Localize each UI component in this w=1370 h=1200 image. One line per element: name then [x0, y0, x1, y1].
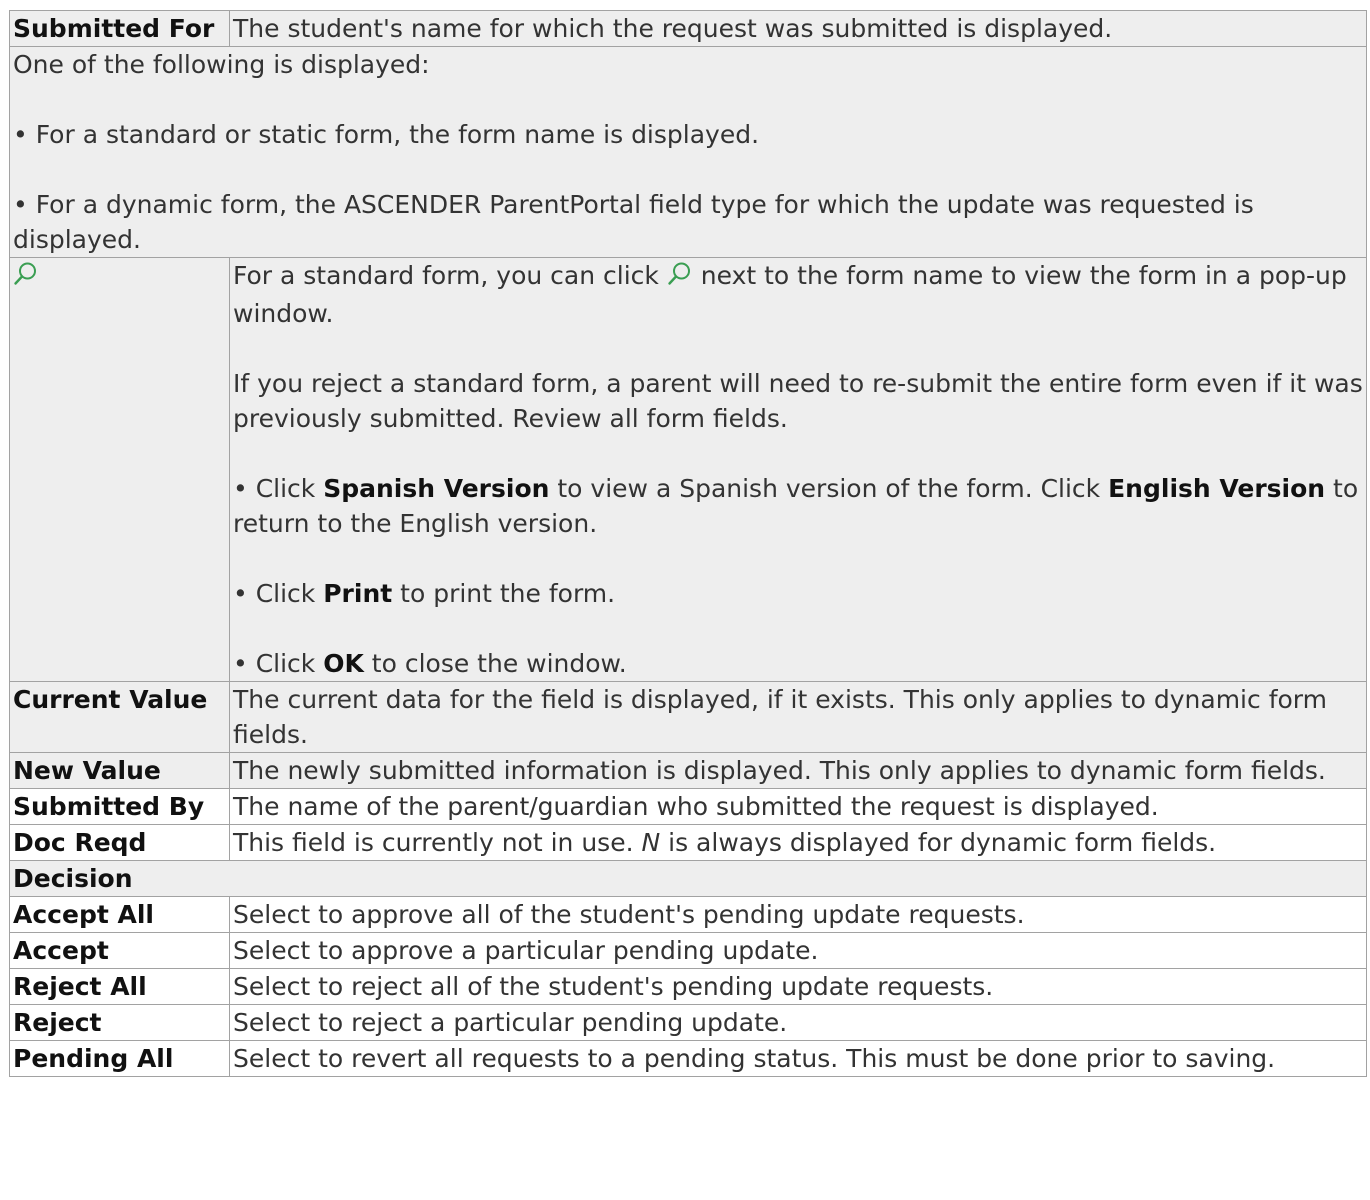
row-new-value: [10, 753, 1367, 789]
row-current-value: [10, 682, 1367, 753]
row-view-icon: [10, 258, 1367, 682]
desc-submitted-for: The student's name for which the request was submitted is displayed.: [230, 11, 1367, 47]
desc-reject: Select to reject a particular pending update.: [230, 1005, 1367, 1041]
desc-submitted-by: The name of the parent/guardian who submitted the request is displayed.: [230, 789, 1367, 825]
form-bullet-standard: • For a standard or static form, the form name is displayed.: [13, 120, 760, 149]
row-accept-all: [10, 897, 1367, 933]
label-pending-all: Pending All: [10, 1041, 230, 1077]
row-accept: [10, 933, 1367, 969]
row-pending-all: [10, 1041, 1367, 1077]
row-submitted-by: [10, 789, 1367, 825]
label-reject: Reject: [10, 1005, 230, 1041]
row-decision: [10, 861, 1367, 897]
row-reject-all: [10, 969, 1367, 1005]
label-new-value: New Value: [10, 753, 230, 789]
label-accept-all: Accept All: [10, 897, 230, 933]
desc-form: [10, 47, 1367, 258]
field-description-table: [9, 10, 1367, 1077]
row-submitted-for: [10, 11, 1367, 47]
view-icon-para-spanish: • Click Spanish Version to view a Spanish version of the form. Click English Version to return to the English version.: [233, 474, 1359, 538]
label-accept: Accept: [10, 933, 230, 969]
magnifier-icon: [13, 261, 39, 296]
row-form-description: [10, 47, 1367, 258]
form-bullet-dynamic: • For a dynamic form, the ASCENDER ParentPortal field type for which the update was requested is displayed.: [13, 190, 1254, 254]
view-icon-para-print: • Click Print to print the form.: [233, 579, 616, 608]
desc-pending-all: Select to revert all requests to a pending status. This must be done prior to saving.: [230, 1041, 1367, 1077]
desc-accept-all: Select to approve all of the student's pending update requests.: [230, 897, 1367, 933]
desc-doc-reqd: This field is currently not in use. N is always displayed for dynamic form fields.: [230, 825, 1367, 861]
desc-current-value: The current data for the field is displayed, if it exists. This only applies to dynamic form fields.: [230, 682, 1367, 753]
row-reject: [10, 1005, 1367, 1041]
label-current-value: Current Value: [10, 682, 230, 753]
label-view-icon: [10, 258, 230, 682]
label-submitted-by: Submitted By: [10, 789, 230, 825]
label-decision: Decision: [10, 861, 1367, 897]
label-doc-reqd: Doc Reqd: [10, 825, 230, 861]
label-reject-all: Reject All: [10, 969, 230, 1005]
row-doc-reqd: [10, 825, 1367, 861]
desc-view-icon: [230, 258, 1367, 682]
view-icon-para-2: If you reject a standard form, a parent will need to re-submit the entire form even if it was previously submitted. Review all form fields.: [233, 369, 1363, 433]
label-submitted-for: Submitted For: [10, 11, 230, 47]
view-icon-para-ok: • Click OK to close the window.: [233, 649, 627, 678]
magnifier-icon: [667, 261, 693, 296]
view-icon-para-1: For a standard form, you can click next to the form name to view the form in a pop-up window.: [233, 261, 1347, 328]
form-intro: One of the following is displayed:: [13, 50, 430, 79]
desc-new-value: The newly submitted information is displayed. This only applies to dynamic form fields.: [230, 753, 1367, 789]
desc-accept: Select to approve a particular pending update.: [230, 933, 1367, 969]
desc-reject-all: Select to reject all of the student's pending update requests.: [230, 969, 1367, 1005]
